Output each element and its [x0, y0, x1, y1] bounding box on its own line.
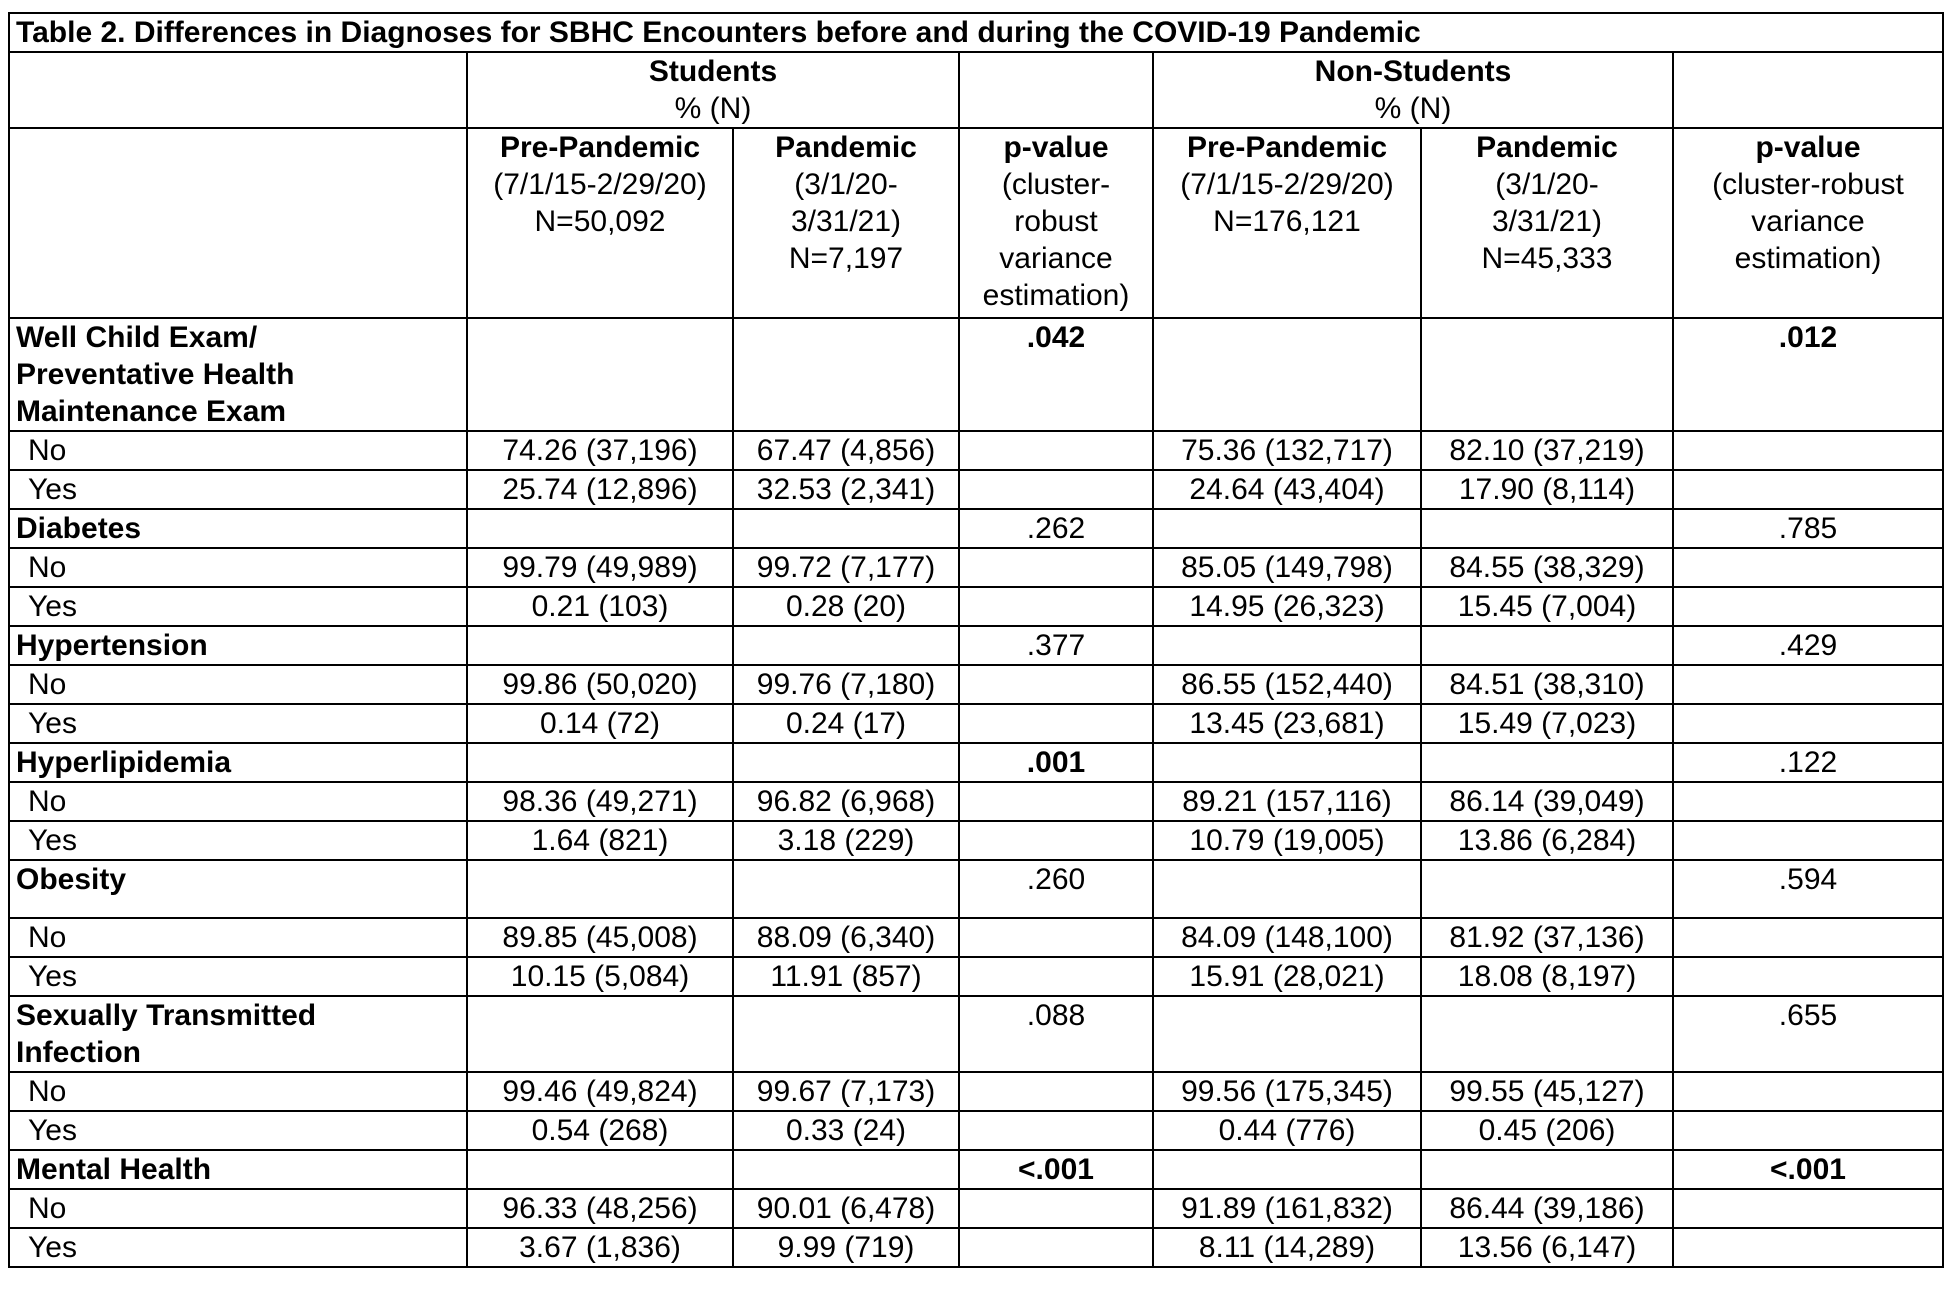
value-students-pandemic: 96.82 (6,968) — [733, 782, 959, 821]
empty-cell — [733, 509, 959, 548]
table-row — [9, 782, 1943, 821]
column-header-line: 3/31/21) — [790, 205, 902, 238]
value-non-students-pandemic: 13.56 (6,147) — [1421, 1228, 1673, 1267]
column-header-line: (cluster- — [1001, 168, 1111, 201]
p-value-non-students: .122 — [1673, 743, 1943, 782]
empty-cell — [467, 318, 733, 431]
value-non-students-pre: 89.21 (157,116) — [1153, 782, 1421, 821]
value-non-students-pandemic: 18.08 (8,197) — [1421, 957, 1673, 996]
empty-cell — [1673, 1189, 1943, 1228]
p-value-non-students: .785 — [1673, 509, 1943, 548]
non-students-group-header — [1153, 52, 1673, 128]
empty-cell — [1673, 665, 1943, 704]
column-header-line: (3/1/20- — [1495, 168, 1599, 201]
value-non-students-pre: 15.91 (28,021) — [1153, 957, 1421, 996]
students-group-unit: % (N) — [674, 92, 752, 125]
section-row — [9, 318, 1943, 431]
value-non-students-pandemic: 82.10 (37,219) — [1421, 431, 1673, 470]
value-non-students-pandemic: 84.55 (38,329) — [1421, 548, 1673, 587]
value-students-pandemic: 0.33 (24) — [733, 1111, 959, 1150]
column-header-line: variance — [999, 242, 1113, 275]
value-non-students-pre: 24.64 (43,404) — [1153, 470, 1421, 509]
table-row — [9, 821, 1943, 860]
empty-cell — [1673, 821, 1943, 860]
col-header-students-pre — [467, 128, 733, 318]
table-row — [9, 918, 1943, 957]
value-non-students-pre: 13.45 (23,681) — [1153, 704, 1421, 743]
empty-cell — [959, 1072, 1153, 1111]
empty-cell — [1673, 957, 1943, 996]
empty-cell — [1673, 431, 1943, 470]
column-header-line: N=7,197 — [788, 242, 904, 275]
value-students-pre: 0.21 (103) — [467, 587, 733, 626]
empty-cell — [959, 665, 1153, 704]
section-label-line: Maintenance Exam — [16, 395, 287, 428]
value-students-pre: 99.79 (49,989) — [467, 548, 733, 587]
p-value-non-students: .594 — [1673, 860, 1943, 918]
empty-cell — [1421, 509, 1673, 548]
empty-cell — [467, 996, 733, 1072]
column-header-line: (7/1/15-2/29/20) — [493, 168, 707, 201]
diagnoses-table — [8, 12, 1944, 1268]
value-non-students-pandemic: 84.51 (38,310) — [1421, 665, 1673, 704]
column-header-row — [9, 128, 1943, 318]
value-students-pandemic: 32.53 (2,341) — [733, 470, 959, 509]
value-students-pandemic: 99.76 (7,180) — [733, 665, 959, 704]
value-non-students-pre: 84.09 (148,100) — [1153, 918, 1421, 957]
students-group-header — [467, 52, 959, 128]
value-students-pre: 3.67 (1,836) — [467, 1228, 733, 1267]
column-header-line: robust — [1014, 205, 1098, 238]
p-value-non-students: <.001 — [1673, 1150, 1943, 1189]
row-label: Yes — [9, 821, 467, 860]
column-header-line: N=176,121 — [1213, 205, 1361, 238]
empty-cell — [1153, 318, 1421, 431]
empty-cell — [467, 860, 733, 918]
empty-cell — [1153, 743, 1421, 782]
empty-cell — [959, 918, 1153, 957]
value-students-pandemic: 0.28 (20) — [733, 587, 959, 626]
empty-cell — [1673, 1228, 1943, 1267]
empty-header-cell — [1673, 52, 1943, 128]
empty-cell — [959, 1189, 1153, 1228]
value-students-pre: 99.86 (50,020) — [467, 665, 733, 704]
column-header-line: (3/1/20- — [794, 168, 898, 201]
p-value-non-students: .429 — [1673, 626, 1943, 665]
col-header-non-students-pvalue — [1673, 128, 1943, 318]
column-header-line: 3/31/21) — [1491, 205, 1603, 238]
empty-cell — [1421, 626, 1673, 665]
empty-cell — [1153, 509, 1421, 548]
value-non-students-pre: 10.79 (19,005) — [1153, 821, 1421, 860]
empty-cell — [959, 1228, 1153, 1267]
value-students-pre: 0.14 (72) — [467, 704, 733, 743]
section-label-line: Obesity — [16, 863, 127, 896]
col-header-non-students-pandemic — [1421, 128, 1673, 318]
row-label: No — [9, 665, 467, 704]
row-label: Yes — [9, 470, 467, 509]
section-label-line: Infection — [16, 1036, 141, 1069]
empty-cell — [959, 821, 1153, 860]
value-non-students-pre: 0.44 (776) — [1153, 1111, 1421, 1150]
column-header-title: Pandemic — [1476, 131, 1618, 164]
section-label — [9, 860, 467, 918]
table-row — [9, 704, 1943, 743]
empty-cell — [959, 470, 1153, 509]
section-label — [9, 509, 467, 548]
empty-cell — [1421, 996, 1673, 1072]
empty-cell — [959, 957, 1153, 996]
section-label — [9, 996, 467, 1072]
table-row — [9, 431, 1943, 470]
column-header-line: estimation) — [982, 279, 1130, 312]
empty-header-cell — [959, 52, 1153, 128]
empty-cell — [959, 587, 1153, 626]
empty-cell — [1421, 860, 1673, 918]
col-header-students-pvalue — [959, 128, 1153, 318]
column-header-title: Pre-Pandemic — [1186, 131, 1388, 164]
section-row — [9, 509, 1943, 548]
empty-cell — [467, 1150, 733, 1189]
value-non-students-pandemic: 13.86 (6,284) — [1421, 821, 1673, 860]
p-value-students: .001 — [959, 743, 1153, 782]
value-non-students-pandemic: 86.14 (39,049) — [1421, 782, 1673, 821]
value-students-pre: 74.26 (37,196) — [467, 431, 733, 470]
section-label — [9, 743, 467, 782]
section-label-line: Hyperlipidemia — [16, 746, 232, 779]
empty-cell — [1153, 860, 1421, 918]
value-non-students-pre: 75.36 (132,717) — [1153, 431, 1421, 470]
value-students-pandemic: 88.09 (6,340) — [733, 918, 959, 957]
empty-cell — [733, 860, 959, 918]
value-non-students-pre: 91.89 (161,832) — [1153, 1189, 1421, 1228]
empty-cell — [959, 704, 1153, 743]
empty-cell — [733, 743, 959, 782]
empty-cell — [1153, 996, 1421, 1072]
value-students-pre: 99.46 (49,824) — [467, 1072, 733, 1111]
section-label-line: Well Child Exam/ — [16, 321, 258, 354]
value-non-students-pandemic: 99.55 (45,127) — [1421, 1072, 1673, 1111]
empty-cell — [1421, 743, 1673, 782]
value-non-students-pandemic: 15.49 (7,023) — [1421, 704, 1673, 743]
value-students-pandemic: 67.47 (4,856) — [733, 431, 959, 470]
table-row — [9, 470, 1943, 509]
row-label: Yes — [9, 957, 467, 996]
empty-header-cell — [9, 52, 467, 128]
empty-cell — [1673, 548, 1943, 587]
value-non-students-pandemic: 17.90 (8,114) — [1421, 470, 1673, 509]
p-value-non-students: .655 — [1673, 996, 1943, 1072]
table-row — [9, 1228, 1943, 1267]
value-students-pandemic: 90.01 (6,478) — [733, 1189, 959, 1228]
non-students-group-unit: % (N) — [1374, 92, 1452, 125]
value-non-students-pandemic: 0.45 (206) — [1421, 1111, 1673, 1150]
row-label: No — [9, 1072, 467, 1111]
empty-cell — [1153, 626, 1421, 665]
value-students-pandemic: 0.24 (17) — [733, 704, 959, 743]
value-students-pre: 98.36 (49,271) — [467, 782, 733, 821]
empty-cell — [1421, 318, 1673, 431]
empty-cell — [733, 1150, 959, 1189]
empty-header-cell — [9, 128, 467, 318]
table-row — [9, 957, 1943, 996]
section-row — [9, 1150, 1943, 1189]
column-header-title: p-value — [1003, 131, 1109, 164]
value-non-students-pandemic: 15.45 (7,004) — [1421, 587, 1673, 626]
empty-cell — [733, 626, 959, 665]
section-label-line: Preventative Health — [16, 358, 295, 391]
value-students-pre: 89.85 (45,008) — [467, 918, 733, 957]
value-non-students-pre: 85.05 (149,798) — [1153, 548, 1421, 587]
empty-cell — [1153, 1150, 1421, 1189]
value-non-students-pre: 14.95 (26,323) — [1153, 587, 1421, 626]
section-label-line: Diabetes — [16, 512, 142, 545]
column-header-line: N=50,092 — [534, 205, 666, 238]
column-header-line: (cluster-robust — [1712, 168, 1904, 201]
section-row — [9, 626, 1943, 665]
value-non-students-pre: 86.55 (152,440) — [1153, 665, 1421, 704]
table-row — [9, 548, 1943, 587]
p-value-students: .377 — [959, 626, 1153, 665]
empty-cell — [1673, 782, 1943, 821]
row-label: No — [9, 548, 467, 587]
students-group-name: Students — [648, 55, 778, 88]
p-value-students: .088 — [959, 996, 1153, 1072]
row-label: Yes — [9, 1228, 467, 1267]
table-row — [9, 665, 1943, 704]
value-students-pre: 0.54 (268) — [467, 1111, 733, 1150]
p-value-students: .042 — [959, 318, 1153, 431]
section-label — [9, 318, 467, 431]
section-row — [9, 996, 1943, 1072]
col-header-non-students-pre — [1153, 128, 1421, 318]
column-header-line: N=45,333 — [1481, 242, 1613, 275]
empty-cell — [733, 996, 959, 1072]
empty-cell — [1673, 704, 1943, 743]
table-row — [9, 1111, 1943, 1150]
section-row — [9, 743, 1943, 782]
value-students-pre: 25.74 (12,896) — [467, 470, 733, 509]
empty-cell — [467, 509, 733, 548]
table-row — [9, 1072, 1943, 1111]
empty-cell — [1673, 1111, 1943, 1150]
section-label-line: Hypertension — [16, 629, 208, 662]
row-label: No — [9, 782, 467, 821]
empty-cell — [1421, 1150, 1673, 1189]
column-header-line: (7/1/15-2/29/20) — [1180, 168, 1394, 201]
value-students-pre: 10.15 (5,084) — [467, 957, 733, 996]
section-label-line: Mental Health — [16, 1153, 212, 1186]
col-header-students-pandemic — [733, 128, 959, 318]
empty-cell — [467, 626, 733, 665]
value-non-students-pre: 8.11 (14,289) — [1153, 1228, 1421, 1267]
section-row — [9, 860, 1943, 918]
p-value-students: .262 — [959, 509, 1153, 548]
non-students-group-name: Non-Students — [1314, 55, 1512, 88]
p-value-students: <.001 — [959, 1150, 1153, 1189]
table-row — [9, 1189, 1943, 1228]
empty-cell — [733, 318, 959, 431]
empty-cell — [467, 743, 733, 782]
column-header-title: Pre-Pandemic — [499, 131, 701, 164]
p-value-students: .260 — [959, 860, 1153, 918]
value-non-students-pandemic: 81.92 (37,136) — [1421, 918, 1673, 957]
column-header-line: variance — [1751, 205, 1865, 238]
column-header-line: estimation) — [1734, 242, 1882, 275]
table-row — [9, 587, 1943, 626]
row-label: No — [9, 918, 467, 957]
title-row — [9, 13, 1943, 52]
row-label: Yes — [9, 704, 467, 743]
empty-cell — [1673, 918, 1943, 957]
empty-cell — [1673, 470, 1943, 509]
empty-cell — [1673, 1072, 1943, 1111]
empty-cell — [959, 431, 1153, 470]
p-value-non-students: .012 — [1673, 318, 1943, 431]
empty-cell — [959, 782, 1153, 821]
row-label: No — [9, 1189, 467, 1228]
table-title: Table 2. Differences in Diagnoses for SBHC Encounters before and during the COVID-19 Pandemic — [9, 13, 1943, 52]
empty-cell — [1673, 587, 1943, 626]
row-label: Yes — [9, 1111, 467, 1150]
section-label — [9, 626, 467, 665]
column-header-title: p-value — [1755, 131, 1861, 164]
column-header-title: Pandemic — [775, 131, 917, 164]
section-label-line: Sexually Transmitted — [16, 999, 317, 1032]
value-students-pandemic: 9.99 (719) — [733, 1228, 959, 1267]
group-header-row — [9, 52, 1943, 128]
value-students-pandemic: 99.67 (7,173) — [733, 1072, 959, 1111]
value-non-students-pre: 99.56 (175,345) — [1153, 1072, 1421, 1111]
value-students-pandemic: 3.18 (229) — [733, 821, 959, 860]
empty-cell — [959, 1111, 1153, 1150]
value-non-students-pandemic: 86.44 (39,186) — [1421, 1189, 1673, 1228]
row-label: No — [9, 431, 467, 470]
section-label — [9, 1150, 467, 1189]
value-students-pre: 1.64 (821) — [467, 821, 733, 860]
value-students-pandemic: 99.72 (7,177) — [733, 548, 959, 587]
empty-cell — [959, 548, 1153, 587]
value-students-pandemic: 11.91 (857) — [733, 957, 959, 996]
value-students-pre: 96.33 (48,256) — [467, 1189, 733, 1228]
row-label: Yes — [9, 587, 467, 626]
